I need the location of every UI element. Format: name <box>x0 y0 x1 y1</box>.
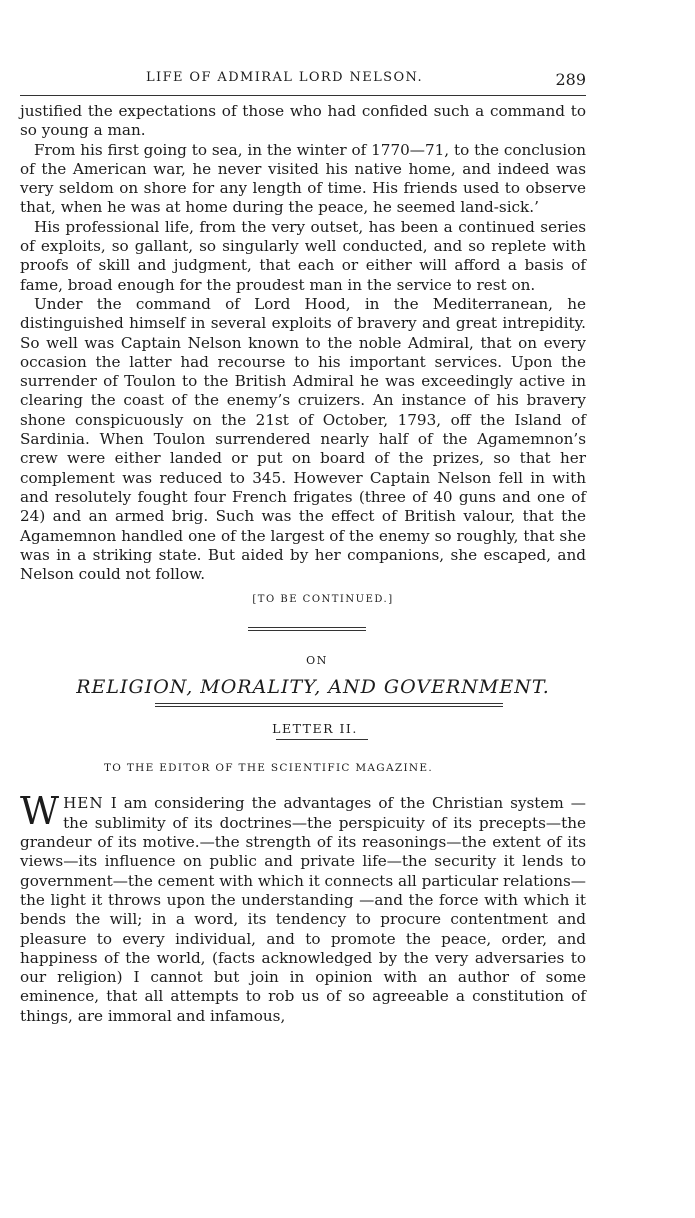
title-rule <box>155 703 503 707</box>
nelson-paragraph-1: justified the expectations of those who had confided such a command to so young a man. <box>20 102 586 140</box>
header-rule <box>20 95 586 96</box>
running-title: LIFE OF ADMIRAL LORD NELSON. <box>146 70 423 85</box>
page <box>20 70 586 1026</box>
article-on: ON <box>306 654 328 668</box>
article-title: RELIGION, MORALITY, AND GOVERNMENT. <box>76 676 550 699</box>
section-divider <box>248 627 366 631</box>
running-head <box>20 70 586 92</box>
letter-rule <box>276 739 368 740</box>
letter-address: TO THE EDITOR OF THE SCIENTIFIC MAGAZINE. <box>104 762 434 775</box>
letter-number: LETTER II. <box>272 721 358 737</box>
letter-body-text: I am considering the advantages of the Christian system —the sublimity of its doctrines—the perspicuity of its precepts—the grandeur of its motive.—the strength of its reasonings—the extent of its views—its influence on public and private life—the security it lends to government—the cement with which it connects all particular relations—the light it throws upon the understanding —and the force with which it bends the will; in a word, its tendency to procure contentment and pleasure to every individual, and to promote the peace, order, and happiness of the world, (facts acknowledged by the very adversaries to our religion) I cannot but join in opinion with an author of some eminence, that all attempts to rob us of so agreeable a constitution of things, are immoral and infamous, <box>20 794 586 1025</box>
page-number: 289 <box>555 70 586 89</box>
drop-cap: W <box>20 789 60 834</box>
letter-body <box>20 789 586 1026</box>
first-word: HEN <box>63 794 104 813</box>
nelson-paragraph-2: From his first going to sea, in the winter of 1770—71, to the conclusion of the American war, he never visited his native home, and indeed was very seldom on shore for any length of time. His friends used to observe that, when he was at home during the peace, he seemed land-sick.’ <box>20 140 586 217</box>
nelson-paragraph-4: Under the command of Lord Hood, in the Mediterranean, he distinguished himself in several exploits of bravery and great intrepidity. So well was Captain Nelson known to the noble Admiral, that on every occasion the latter had recourse to his important services. Upon the surrender of Toulon to the British Admiral he was exceedingly active in clearing the coast of the enemy’s cruizers. An instance of his bravery shone conspicuously on the 21st of October, 1793, off the Island of Sardinia. When Toulon surrendered nearly half of the Agamemnon’s crew were either landed or put on board of the prizes, so that her complement was reduced to 345. However Captain Nelson fell in with and resolutely fought four French frigates (three of 40 guns and one of 24) and an armed brig. Such was the effect of British valour, that the Agamemnon handled one of the largest of the enemy so roughly, that she was in a striking state. But aided by her companions, she escaped, and Nelson could not follow. <box>20 294 586 584</box>
to-be-continued: [TO BE CONTINUED.] <box>252 594 394 606</box>
nelson-paragraph-3: His professional life, from the very outset, has been a continued series of exploits, so gallant, so singularly well conducted, and so replete with proofs of skill and judgment, that each or either will afford a basis of fame, broad enough for the proudest man in the service to rest on. <box>20 217 586 294</box>
